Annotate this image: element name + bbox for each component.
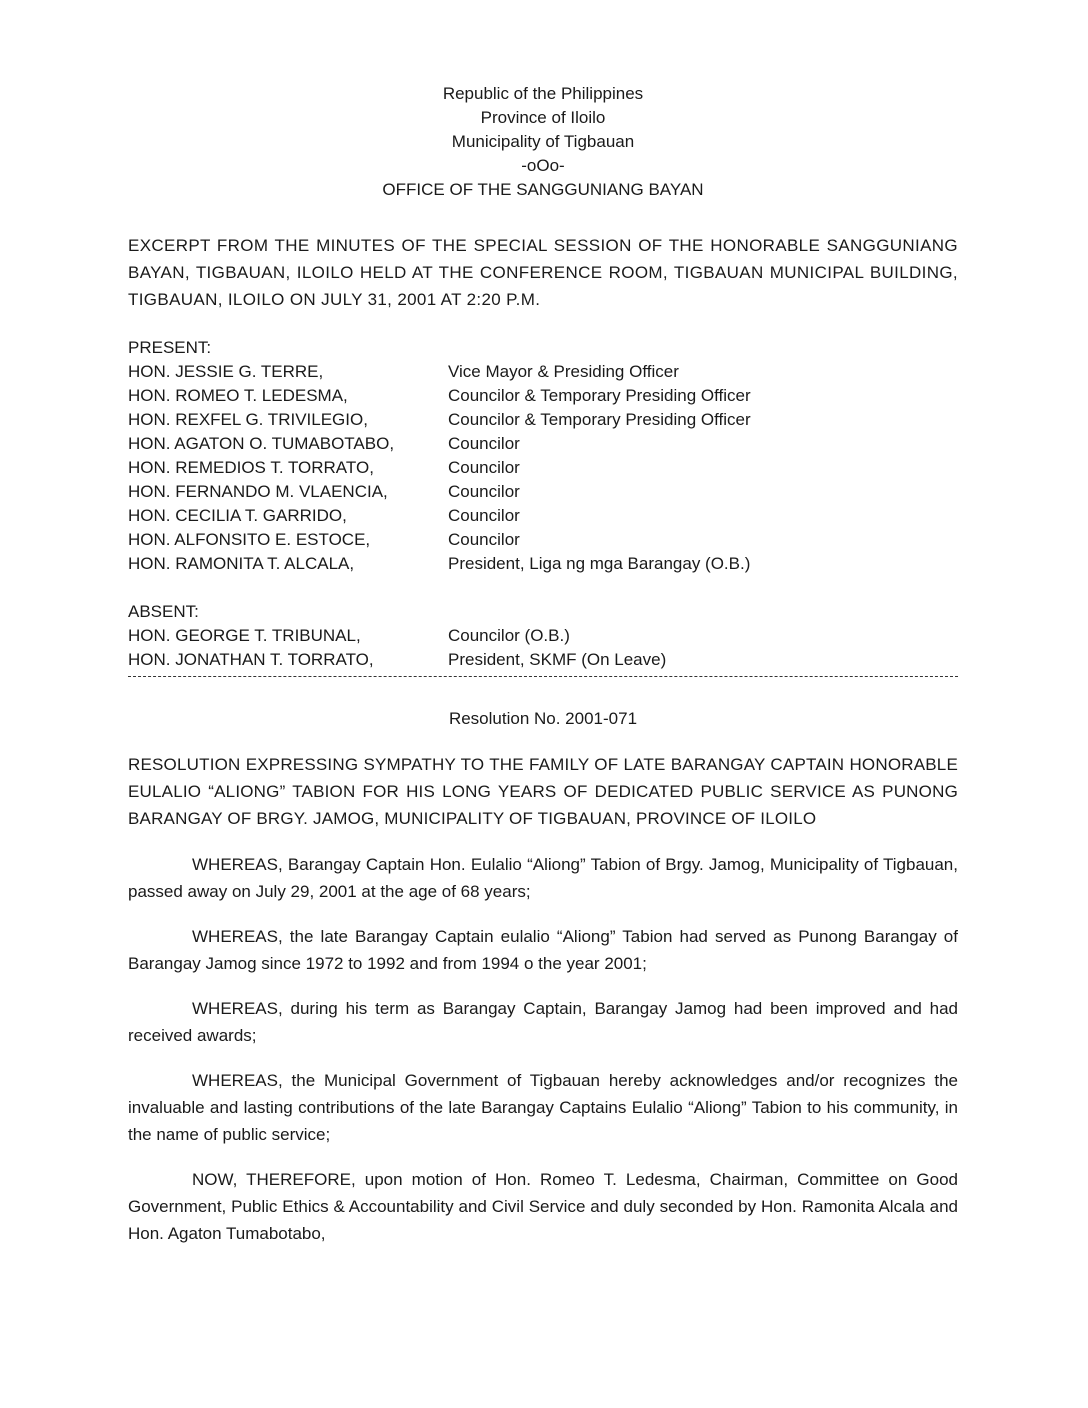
header-separator: -oOo-: [521, 156, 565, 175]
member-name: HON. FERNANDO M. VLAENCIA,: [128, 482, 388, 501]
member-name: HON. RAMONITA T. ALCALA,: [128, 554, 355, 573]
member-name: HON. JONATHAN T. TORRATO,: [128, 650, 374, 669]
resolution-title: RESOLUTION EXPRESSING SYMPATHY TO THE FAMILY OF LATE BARANGAY CAPTAIN HONORABLE EULALIO “ALIONG” TABION FOR HIS LONG YEARS OF DEDICATED PUBLIC SERVICE AS PUNONG BARANGAY OF BRGY. JAMOG, MUNICIPALITY OF TIGBAUAN, PROVINCE OF ILOILO: [128, 755, 958, 828]
therefore-paragraph: NOW, THEREFORE, upon motion of Hon. Romeo T. Ledesma, Chairman, Committee on Good Government, Public Ethics & Accountability and Civil Service and duly seconded by Hon. Ramonita Alcala and Hon. Agaton Tumabotabo,: [128, 1170, 958, 1243]
member-role: Councilor & Temporary Presiding Officer: [448, 386, 751, 405]
header-office: OFFICE OF THE SANGGUNIANG BAYAN: [382, 180, 704, 199]
resolution-number: Resolution No. 2001-071: [448, 709, 638, 728]
whereas-paragraph: WHEREAS, during his term as Barangay Captain, Barangay Jamog had been improved and had received awards;: [128, 999, 958, 1045]
member-name: HON. AGATON O. TUMABOTABO,: [128, 434, 395, 453]
member-role: Councilor: [448, 506, 520, 525]
present-member: [128, 456, 958, 480]
header-municipality: Municipality of Tigbauan: [451, 132, 635, 151]
document-page: [128, 82, 958, 1247]
absent-member: [128, 648, 958, 672]
present-member: [128, 384, 958, 408]
member-name: HON. ALFONSITO E. ESTOCE,: [128, 530, 371, 549]
member-role: Councilor: [448, 458, 520, 477]
member-name: HON. REXFEL G. TRIVILEGIO,: [128, 410, 368, 429]
member-role: Councilor (O.B.): [448, 626, 570, 645]
header-republic: Republic of the Philippines: [442, 84, 644, 103]
member-role: Vice Mayor & Presiding Officer: [448, 362, 679, 381]
absent-list: [128, 624, 958, 672]
whereas-paragraph: WHEREAS, the Municipal Government of Tigbauan hereby acknowledges and/or recognizes the invaluable and lasting contributions of the late Barangay Captains Eulalio “Aliong” Tabion to his community, in the name of public service;: [128, 1071, 958, 1144]
present-member: [128, 504, 958, 528]
absent-label: ABSENT:: [128, 602, 199, 621]
member-role: President, Liga ng mga Barangay (O.B.): [448, 554, 751, 573]
present-label: PRESENT:: [128, 338, 212, 357]
whereas-paragraph: WHEREAS, the late Barangay Captain eulalio “Aliong” Tabion had served as Punong Barangay of Barangay Jamog since 1972 to 1992 and from 1994 o the year 2001;: [128, 927, 958, 973]
member-name: HON. CECILIA T. GARRIDO,: [128, 506, 347, 525]
present-member: [128, 360, 958, 384]
member-role: President, SKMF (On Leave): [448, 650, 667, 669]
dashed-divider: [128, 676, 958, 677]
member-name: HON. ROMEO T. LEDESMA,: [128, 386, 348, 405]
header-province: Province of Iloilo: [480, 108, 606, 127]
present-member: [128, 528, 958, 552]
member-role: Councilor: [448, 482, 520, 501]
absent-member: [128, 624, 958, 648]
member-role: Councilor & Temporary Presiding Officer: [448, 410, 751, 429]
present-member: [128, 408, 958, 432]
present-member: [128, 480, 958, 504]
present-member: [128, 552, 958, 576]
member-name: HON. JESSIE G. TERRE,: [128, 362, 324, 381]
member-role: Councilor: [448, 530, 520, 549]
minutes-excerpt: EXCERPT FROM THE MINUTES OF THE SPECIAL SESSION OF THE HONORABLE SANGGUNIANG BAYAN, TIGBAUAN, ILOILO HELD AT THE CONFERENCE ROOM, TIGBAUAN MUNICIPAL BUILDING, TIGBAUAN, ILOILO ON JULY 31, 2001 AT 2:20 P.M.: [128, 236, 958, 309]
present-list: [128, 360, 958, 576]
present-member: [128, 432, 958, 456]
whereas-paragraph: WHEREAS, Barangay Captain Hon. Eulalio “Aliong” Tabion of Brgy. Jamog, Municipality of Tigbauan, passed away on July 29, 2001 at the age of 68 years;: [128, 855, 958, 901]
member-name: HON. REMEDIOS T. TORRATO,: [128, 458, 374, 477]
member-role: Councilor: [448, 434, 520, 453]
letterhead: [128, 82, 958, 202]
member-name: HON. GEORGE T. TRIBUNAL,: [128, 626, 361, 645]
